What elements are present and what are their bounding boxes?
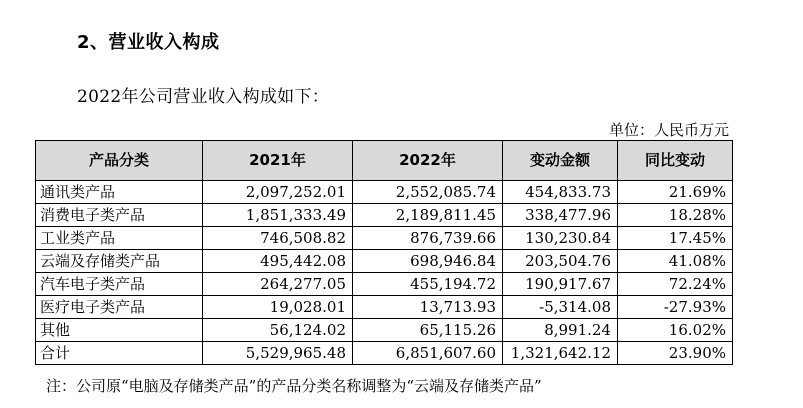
header-yoy-change: 同比变动 <box>618 141 733 181</box>
header-2022: 2022年 <box>353 141 503 181</box>
cell-yoy-change: 21.69% <box>618 181 733 204</box>
cell-yoy-change: 72.24% <box>618 273 733 296</box>
cell-2021: 19,028.01 <box>203 296 353 319</box>
table-header-row <box>36 141 733 181</box>
revenue-table <box>35 140 733 365</box>
cell-2021: 495,442.08 <box>203 250 353 273</box>
cell-category: 汽车电子类产品 <box>36 273 203 296</box>
cell-change-amount: 8,991.24 <box>503 319 618 342</box>
cell-category: 其他 <box>36 319 203 342</box>
cell-2021: 56,124.02 <box>203 319 353 342</box>
cell-change-amount: 1,321,642.12 <box>503 342 618 365</box>
table-row <box>36 342 733 365</box>
cell-yoy-change: 18.28% <box>618 204 733 227</box>
table-row <box>36 250 733 273</box>
cell-2022: 698,946.84 <box>353 250 503 273</box>
cell-2022: 876,739.66 <box>353 227 503 250</box>
cell-yoy-change: 16.02% <box>618 319 733 342</box>
cell-change-amount: 454,833.73 <box>503 181 618 204</box>
header-category: 产品分类 <box>36 141 203 181</box>
section-title: 2、营业收入构成 <box>77 32 220 53</box>
cell-change-amount: 338,477.96 <box>503 204 618 227</box>
cell-yoy-change: -27.93% <box>618 296 733 319</box>
footnote: 注：公司原“电脑及存储类产品”的产品分类名称调整为“云端及存储类产品” <box>46 377 542 395</box>
cell-2021: 5,529,965.48 <box>203 342 353 365</box>
cell-category: 云端及存储类产品 <box>36 250 203 273</box>
header-change-amount: 变动金额 <box>503 141 618 181</box>
table-row <box>36 181 733 204</box>
cell-2022: 6,851,607.60 <box>353 342 503 365</box>
table-row <box>36 204 733 227</box>
cell-2022: 455,194.72 <box>353 273 503 296</box>
cell-2022: 2,552,085.74 <box>353 181 503 204</box>
cell-2022: 65,115.26 <box>353 319 503 342</box>
cell-2021: 746,508.82 <box>203 227 353 250</box>
header-2021: 2021年 <box>203 141 353 181</box>
cell-change-amount: 203,504.76 <box>503 250 618 273</box>
cell-2021: 2,097,252.01 <box>203 181 353 204</box>
table-row <box>36 296 733 319</box>
cell-2022: 13,713.93 <box>353 296 503 319</box>
cell-change-amount: 130,230.84 <box>503 227 618 250</box>
cell-yoy-change: 23.90% <box>618 342 733 365</box>
intro-text: 2022年公司营业收入构成如下： <box>77 87 330 107</box>
cell-change-amount: -5,314.08 <box>503 296 618 319</box>
cell-change-amount: 190,917.67 <box>503 273 618 296</box>
cell-category: 合计 <box>36 342 203 365</box>
cell-yoy-change: 41.08% <box>618 250 733 273</box>
cell-category: 消费电子类产品 <box>36 204 203 227</box>
cell-2021: 1,851,333.49 <box>203 204 353 227</box>
table-row <box>36 319 733 342</box>
cell-category: 通讯类产品 <box>36 181 203 204</box>
table-row <box>36 273 733 296</box>
cell-2022: 2,189,811.45 <box>353 204 503 227</box>
cell-yoy-change: 17.45% <box>618 227 733 250</box>
cell-category: 工业类产品 <box>36 227 203 250</box>
cell-2021: 264,277.05 <box>203 273 353 296</box>
cell-category: 医疗电子类产品 <box>36 296 203 319</box>
table-row <box>36 227 733 250</box>
unit-label: 单位：人民币万元 <box>608 121 729 139</box>
